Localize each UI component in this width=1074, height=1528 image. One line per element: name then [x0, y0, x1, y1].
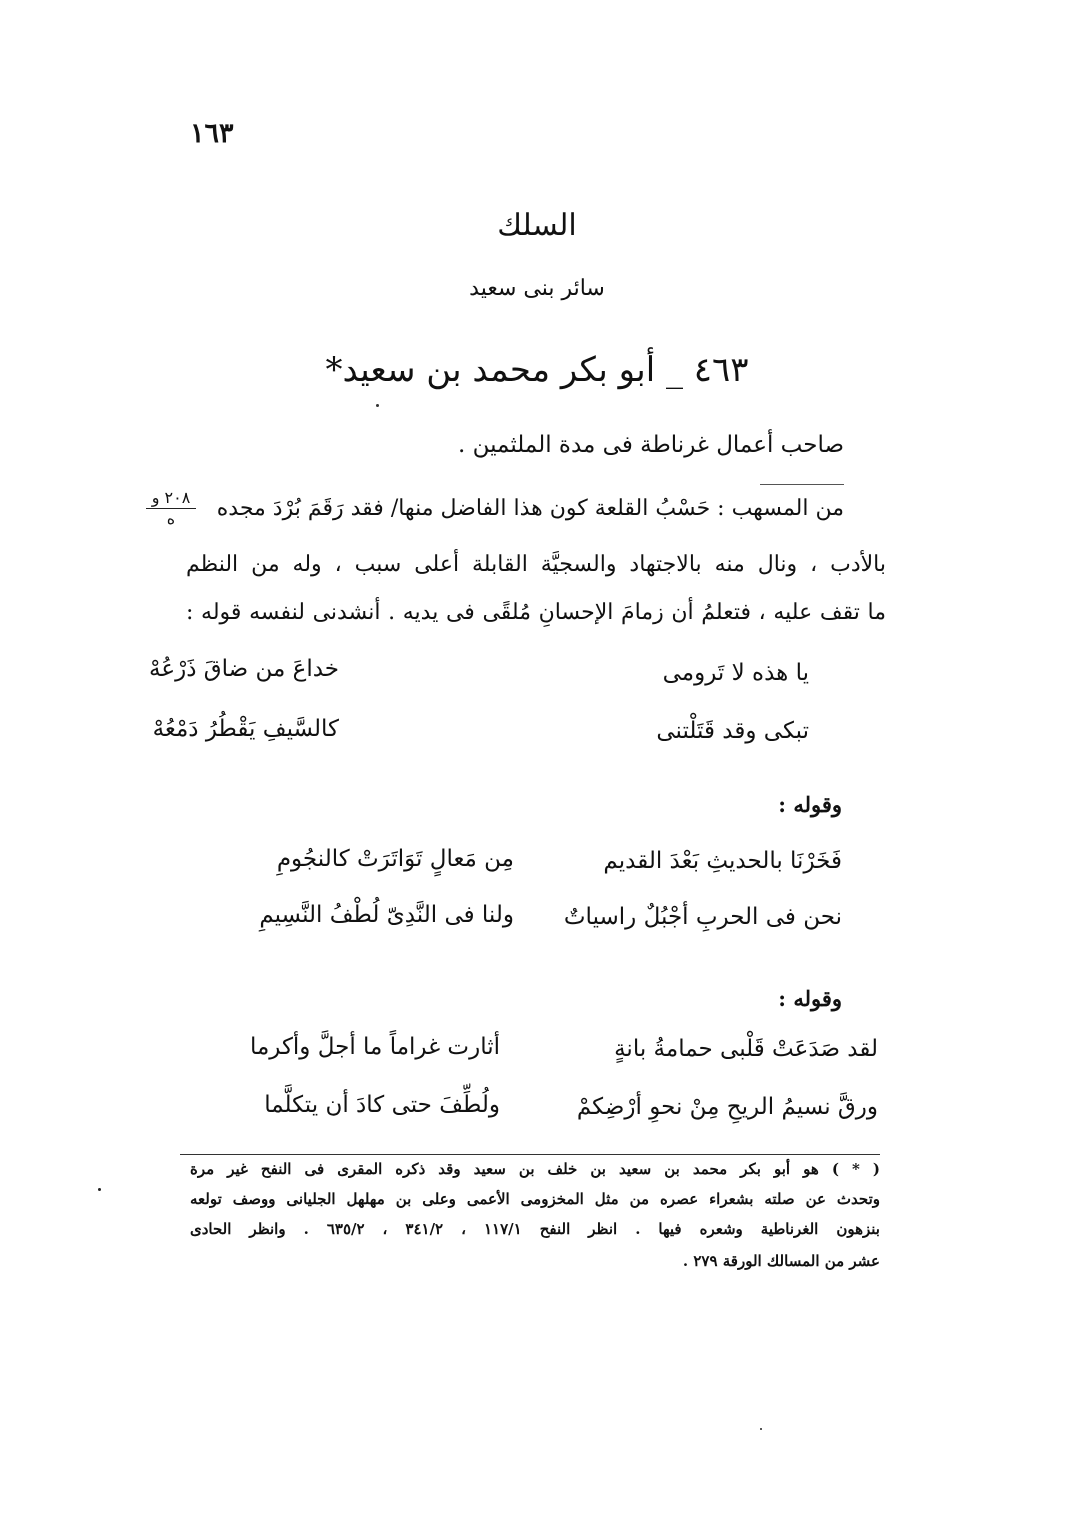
- prose-line-2: بالأدب ، ونال منه بالاجتهاد والسجيَّة القابلة أعلى سبب ، وله من النظم: [186, 552, 886, 577]
- verse-3-1-second: أثارت غراماً ما أجلَّ وأكرما: [249, 1034, 500, 1060]
- verse-3-2-first: ورقَّ نسيمُ الريحِ مِنْ نحوِ أرْضِكمْ: [576, 1094, 878, 1120]
- verse-2-intro: وقوله :: [778, 792, 842, 817]
- section-title: السلك: [497, 208, 577, 243]
- verse-3-intro: وقوله :: [778, 986, 842, 1011]
- scan-speck: [98, 1188, 101, 1191]
- margin-ref-folio: ٢٠٨ و: [146, 488, 196, 509]
- verse-3-2-second: ولُطِّفَ حتى كادَ أن يتكلَّما: [264, 1092, 500, 1118]
- margin-reference: [146, 488, 196, 528]
- ink-dot: [376, 404, 379, 407]
- verse-2-1-first: فَخَرْنَا بالحديثِ بَعْدَ القديم: [603, 848, 842, 874]
- subsection-title: سائر بنى سعيد: [469, 276, 605, 301]
- footnote-line-3: بنزهون الغرناطية وشعره فيها . انظر النفح ١١٧/١ ، ٣٤١/٢ ، ٦٣٥/٢ . وانظر الحادى: [190, 1220, 880, 1238]
- footnote-line-4: عشر من المسالك الورقة ٢٧٩ .: [682, 1252, 880, 1270]
- prose-line-1: من المسهب : حَسْبُ القلعة كون هذا الفاضل منها/ فقد رَقَمَ بُرْدَ مجده: [216, 496, 844, 521]
- footnote-rule: [180, 1154, 880, 1155]
- verse-2-2-second: ولنا فى النَّدِىّ لُطْفُ النَّسِيمِ: [259, 902, 514, 928]
- prose-line-3: ما تقف عليه ، فتعلمُ أن زمامَ الإحسانِ مُلقًى فى يديه . أنشدنى لنفسه قوله :: [186, 600, 886, 625]
- verse-1-1-second: خداعَ من ضاقَ ذَرْعُهْ: [149, 656, 339, 682]
- footnote-line-1: ( * ) هو أبو بكر محمد بن سعيد بن خلف بن سعيد وقد ذكره المقرى فى النفح غير مرة: [190, 1160, 880, 1178]
- verse-1-2-second: كالسَّيفِ يَقْطُرُ دَمْعُهْ: [152, 716, 339, 742]
- verse-2-1-second: مِن مَعالٍ تَوَاتَرَتْ كالنجُومِ: [276, 846, 514, 872]
- verse-1-2-first: تبكى وقد قَتَلْتنى: [656, 718, 809, 744]
- page-number: ١٦٣: [190, 118, 234, 149]
- margin-ref-source: ه: [166, 509, 176, 528]
- verse-2-2-first: نحن فى الحربِ أجْبُلٌ راسياتٌ: [563, 904, 842, 930]
- verse-1-1-first: يا هذه لا تَرومى: [662, 660, 809, 686]
- intro-underline: [760, 484, 844, 485]
- scan-speck: [760, 1428, 762, 1430]
- verse-3-1-first: لقد صَدَعَتْ قَلْبى حمامةُ بانةٍ: [614, 1036, 878, 1062]
- entry-intro: صاحب أعمال غرناطة فى مدة الملثمين .: [457, 432, 844, 458]
- entry-heading: ٤٦٣ _ أبو بكر محمد بن سعيد*: [325, 350, 749, 390]
- footnote-line-2: وتحدث عن صلته بشعراء عصره من مثل المخزومى الأعمى وعلى بن مهلهل الجليانى ووصف تولعه: [190, 1190, 880, 1208]
